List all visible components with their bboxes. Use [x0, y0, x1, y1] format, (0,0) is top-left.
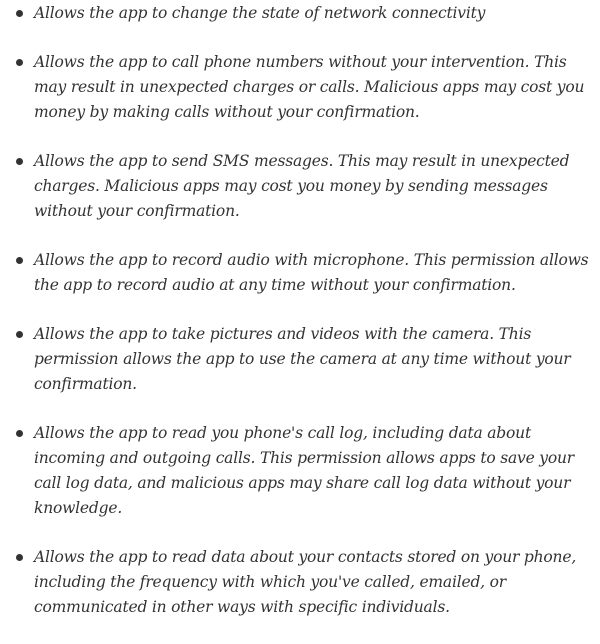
- permission-item-camera: [0, 322, 600, 397]
- permission-item-network-state: [0, 1, 600, 26]
- bullet-icon: [16, 10, 23, 17]
- permission-item-call-phone: [0, 50, 600, 125]
- permission-item-call-log: [0, 421, 600, 521]
- permission-text: Allows the app to send SMS messages. This may result in unexpected charges. Malicious apps may cost you money by sending messages without your confirmation.: [34, 152, 570, 220]
- permission-item-contacts: [0, 545, 600, 620]
- bullet-icon: [16, 257, 23, 264]
- bullet-icon: [16, 59, 23, 66]
- bullet-icon: [16, 331, 23, 338]
- permission-text: Allows the app to take pictures and videos with the camera. This permission allows the app to use the camera at any time without your confirmation.: [34, 325, 571, 393]
- permission-text: Allows the app to change the state of network connectivity: [34, 4, 486, 22]
- permission-text: Allows the app to read data about your contacts stored on your phone, including the frequency with which you've called, emailed, or communicated in other ways with specific individuals.: [34, 548, 577, 616]
- bullet-icon: [16, 430, 23, 437]
- bullet-icon: [16, 554, 23, 561]
- permission-item-record-audio: [0, 248, 600, 298]
- permission-item-send-sms: [0, 149, 600, 224]
- permission-text: Allows the app to call phone numbers without your intervention. This may result in unexpected charges or calls. Malicious apps may cost you money by making calls without your confirmation.: [34, 53, 585, 121]
- permission-list: [0, 1, 600, 644]
- permission-text: Allows the app to read you phone's call log, including data about incoming and outgoing calls. This permission allows apps to save your call log data, and malicious apps may share call log data without your knowledge.: [34, 424, 574, 517]
- permission-text: Allows the app to record audio with microphone. This permission allows the app to record audio at any time without your confirmation.: [34, 251, 589, 294]
- bullet-icon: [16, 158, 23, 165]
